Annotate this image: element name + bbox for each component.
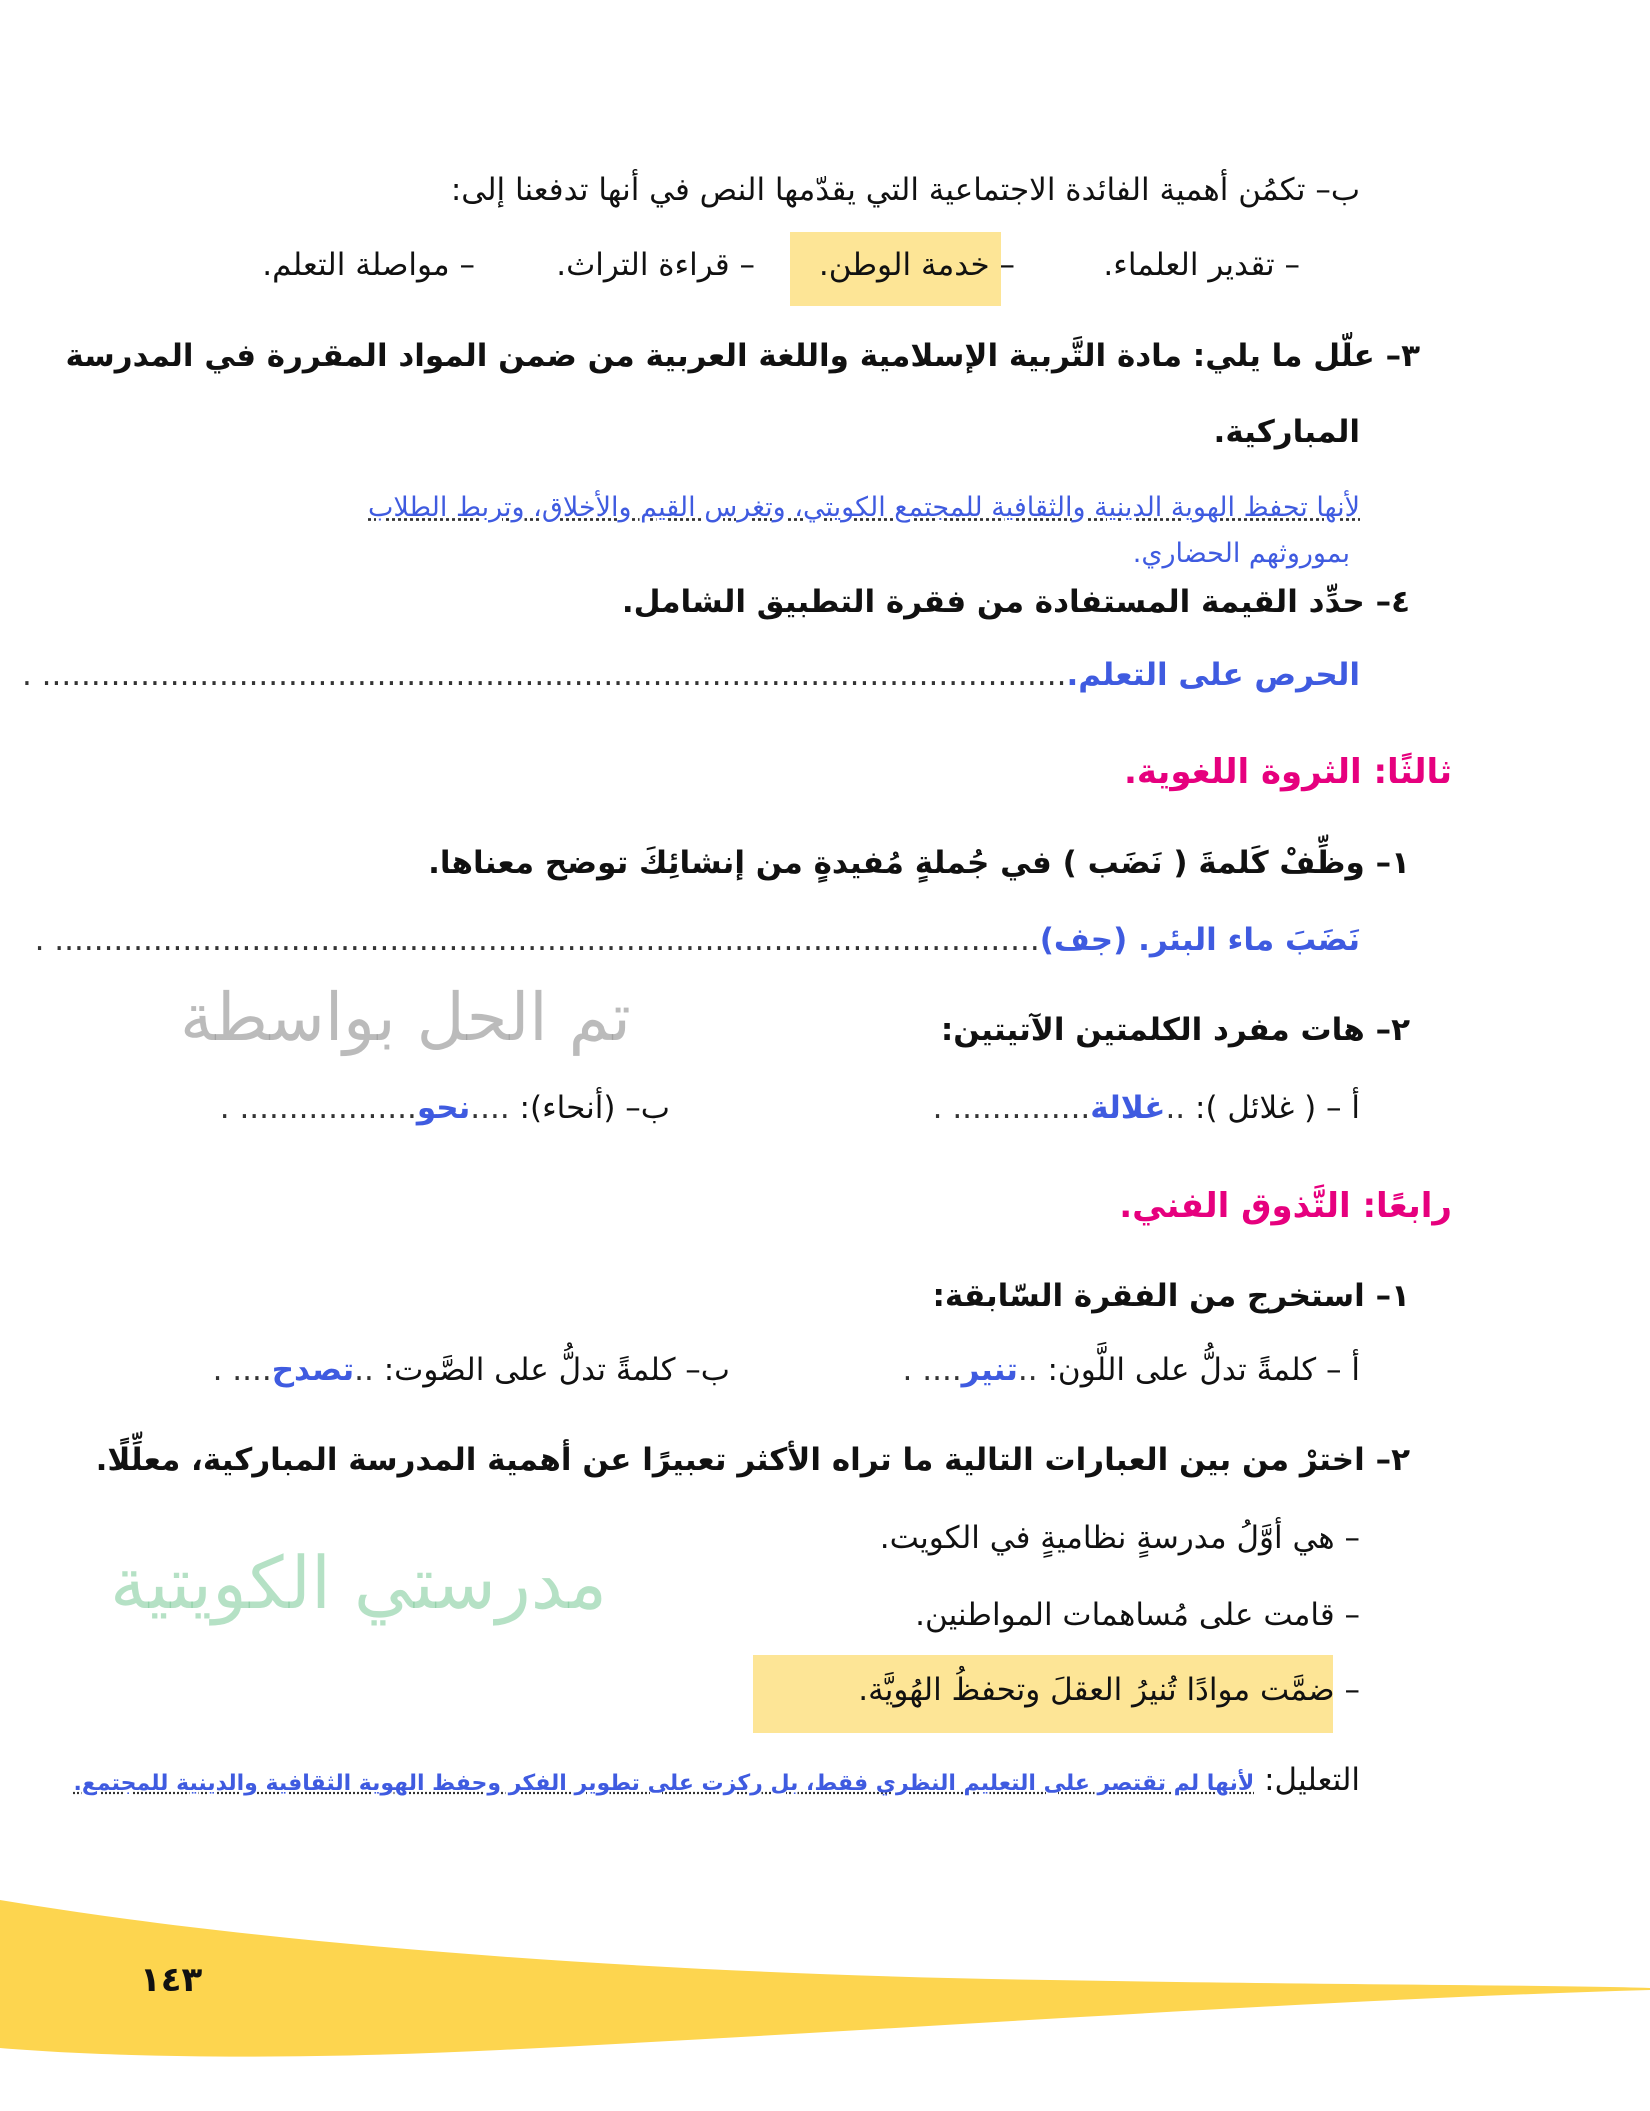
statement-1[interactable]: – هي أوَّلُ مدرسةٍ نظاميةٍ في الكويت.	[879, 1520, 1360, 1556]
q2b-answer: نحو	[416, 1090, 471, 1126]
dotted-line: ..	[1017, 1352, 1038, 1388]
dotted-line: .................. .	[219, 1090, 417, 1126]
section-3-q2b[interactable]	[220, 1088, 670, 1128]
section-4-title: رابعًا: التَّذوق الفني.	[1119, 1186, 1452, 1226]
question-b: ب– تكمُن أهمية الفائدة الاجتماعية التي يقدّمها النص في أنها تدفعنا إلى:	[450, 172, 1360, 208]
dotted-line: ..	[1165, 1090, 1186, 1126]
question-4: ٤– حدِّد القيمة المستفادة من فقرة التطبيق الشامل.	[621, 584, 1410, 620]
statement-2[interactable]: – قامت على مُساهمات المواطنين.	[915, 1597, 1360, 1633]
question-3-line1: ٣– علّل ما يلي: مادة التَّربية الإسلامية واللغة العربية من ضمن المواد المقررة في المدرسة	[65, 338, 1420, 374]
section-4-q1: ١– استخرج من الفقرة السّابقة:	[932, 1278, 1410, 1314]
dotted-line: .... .	[902, 1352, 962, 1388]
watermark-line2: مدرستي الكويتية	[110, 1541, 608, 1625]
reason-label: التعليل:	[1264, 1762, 1360, 1798]
section-3-q1-answer-line[interactable]	[35, 920, 1360, 960]
answer-4: الحرص على التعلم.	[1066, 657, 1360, 693]
option-2-selected[interactable]: – خدمة الوطن.	[818, 247, 1015, 283]
reason-line[interactable]	[73, 1760, 1360, 1800]
dotted-line: .... .	[212, 1352, 272, 1388]
watermark-line1: تم الحل بواسطة	[180, 979, 631, 1056]
answer-4-line[interactable]	[22, 655, 1360, 695]
statement-3-selected[interactable]: – ضمَّت موادًا تُنيرُ العقلَ وتحفظُ الهُويَّة.	[858, 1672, 1360, 1708]
section-3-q1-answer: نَضَبَ ماء البئر. (جف)	[1039, 922, 1360, 958]
q1a-answer: تنير	[961, 1352, 1018, 1388]
q1a-label: أ – كلمةً تدلُّ على اللَّون:	[1047, 1352, 1360, 1388]
section-3-q1: ١– وظِّفْ كَلمةَ ( نَضَب ) في جُملةٍ مُفيدةٍ من إنشائِكَ توضح معناها.	[428, 845, 1410, 881]
q2a-answer: غلالة	[1090, 1090, 1166, 1126]
dotted-line: ....	[470, 1090, 510, 1126]
answer-3-line1[interactable]: لأنها تحفظ الهوية الدينية والثقافية للمجتمع الكويتي، وتغرس القيم والأخلاق، وتربط الطلاب	[368, 492, 1360, 523]
dotted-line: .............. .	[932, 1090, 1091, 1126]
q1b-answer: تصدح	[271, 1352, 355, 1388]
question-3-line2: المباركية.	[1213, 414, 1360, 450]
dotted-line: ..	[354, 1352, 374, 1388]
footer-wave	[0, 1880, 1650, 2111]
dotted-line: .................................................................................................... .	[34, 922, 1040, 958]
page-number: ١٤٣	[140, 1960, 203, 2000]
section-3-title: ثالثًا: الثروة اللغوية.	[1124, 752, 1452, 792]
reason-answer: لأنها لم تقتصر على التعليم النظري فقط، بل ركزت على تطوير الفكر وحفظ الهوية الثقافية والدينية للمجتمع.	[73, 1771, 1255, 1796]
answer-3-line2[interactable]: بموروثهم الحضاري.	[1132, 538, 1350, 569]
option-4[interactable]: – مواصلة التعلم.	[262, 247, 475, 283]
section-4-q2: ٢– اخترْ من بين العبارات التالية ما تراه الأكثر تعبيرًا عن أهمية المدرسة المباركية، معلِّلًا.	[95, 1442, 1410, 1478]
option-1[interactable]: – تقدير العلماء.	[1103, 247, 1300, 283]
section-4-q1a[interactable]	[903, 1350, 1360, 1390]
q2b-label: ب– (أنحاء):	[519, 1090, 670, 1126]
section-3-q2: ٢– هات مفرد الكلمتين الآتيتين:	[940, 1012, 1410, 1048]
q2a-label: أ – ( غلائل ):	[1195, 1090, 1360, 1126]
q1b-label: ب– كلمةً تدلُّ على الصَّوت:	[383, 1352, 730, 1388]
section-4-q1b[interactable]	[213, 1350, 730, 1390]
option-3[interactable]: – قراءة التراث.	[556, 247, 755, 283]
dotted-line: ........................................................................................................ .	[21, 657, 1067, 693]
section-3-q2a[interactable]	[933, 1088, 1360, 1128]
